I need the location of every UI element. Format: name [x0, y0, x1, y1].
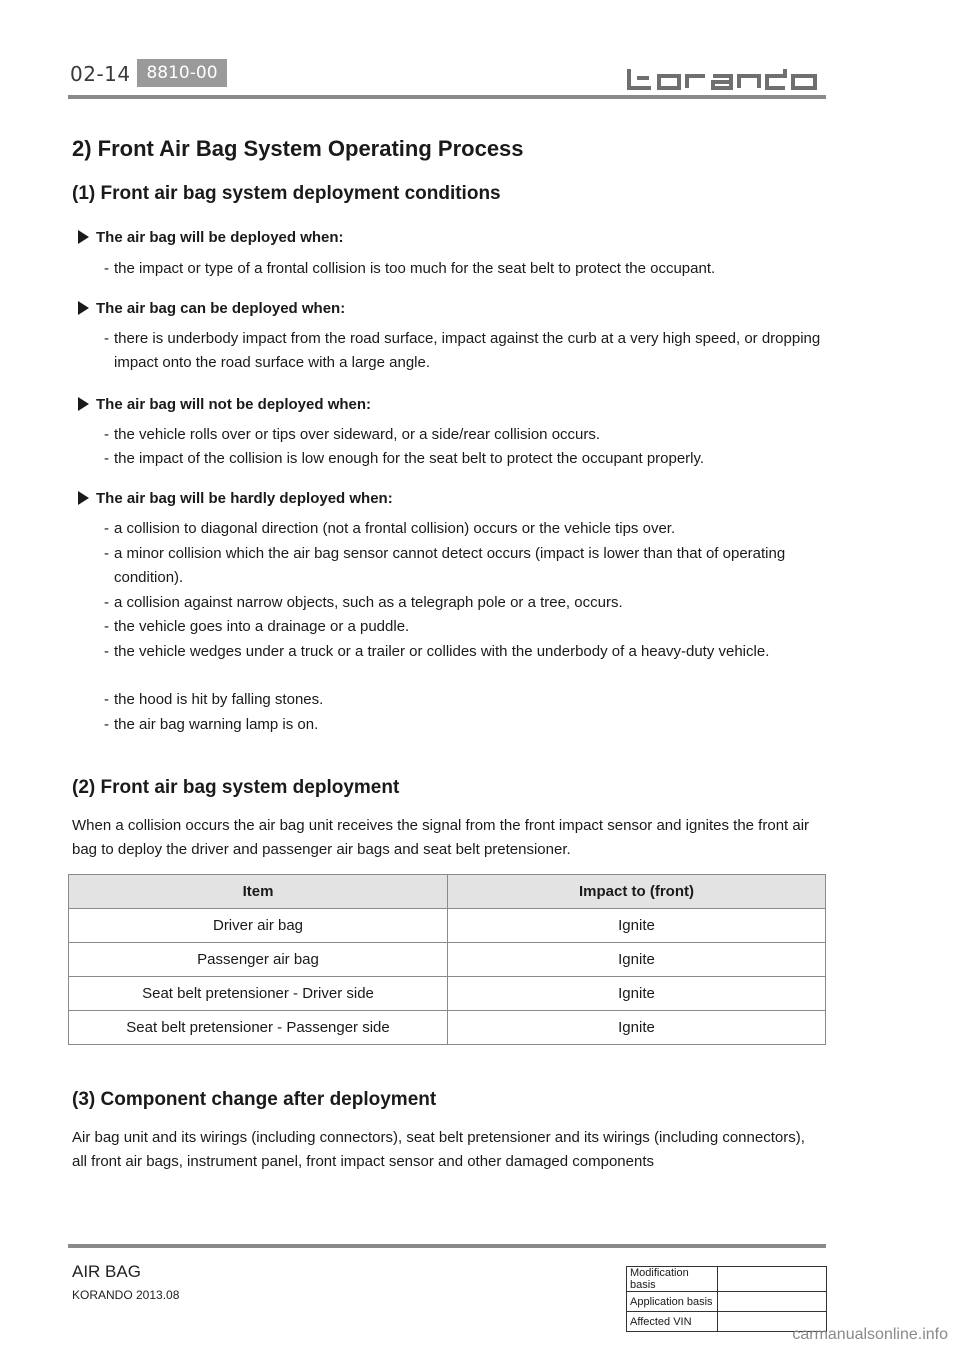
triangle-bullet-icon [78, 397, 89, 411]
table-row [69, 943, 826, 977]
footer-model-date: KORANDO 2013.08 [72, 1288, 180, 1302]
section3-heading: (3) Component change after deployment [72, 1089, 437, 1110]
korando-logo-icon [625, 66, 825, 92]
list-item: - the hood is hit by falling stones. [104, 691, 324, 708]
list-item: - the impact or type of a frontal collision is too much for the seat belt to protect the occupant. [104, 260, 716, 277]
condition-heading: The air bag can be deployed when: [78, 300, 345, 317]
info-value [718, 1267, 827, 1292]
list-item: - a minor collision which the air bag sensor cannot detect occurs (impact is lower than that of operating condition). [104, 545, 786, 586]
table-header: Impact to (front) [448, 875, 826, 909]
list-item: - the air bag warning lamp is on. [104, 716, 319, 733]
info-label: Affected VIN [627, 1312, 718, 1332]
footer-divider [68, 1244, 826, 1248]
list-item: - the impact of the collision is low enough for the seat belt to protect the occupant properly. [104, 450, 705, 467]
list-item: - a collision against narrow objects, such as a telegraph pole or a tree, occurs. [104, 594, 623, 611]
list-item: - the vehicle wedges under a truck or a trailer or collides with the underbody of a heavy-duty vehicle. [104, 643, 770, 660]
deployment-table [68, 874, 826, 1045]
header-divider [68, 95, 826, 99]
list-item: - a collision to diagonal direction (not a frontal collision) occurs or the vehicle tips over. [104, 520, 676, 537]
condition-heading: The air bag will be hardly deployed when: [78, 490, 393, 507]
info-label: Modification basis [627, 1267, 718, 1292]
revision-info-table [626, 1266, 827, 1332]
table-row [69, 1011, 826, 1045]
table-cell: Ignite [448, 1011, 826, 1045]
list-item: - there is underbody impact from the road surface, impact against the curb at a very high speed, or dropping impact onto the road surface with a large angle. [104, 330, 821, 371]
section1-heading: (1) Front air bag system deployment conditions [72, 183, 501, 204]
table-header-row [69, 875, 826, 909]
page-title: 2) Front Air Bag System Operating Process [72, 136, 524, 161]
table-row [627, 1267, 827, 1292]
triangle-bullet-icon [78, 230, 89, 244]
info-value [718, 1292, 827, 1312]
section-code-badge: 8810-00 [137, 59, 227, 87]
table-row [69, 909, 826, 943]
table-cell: Driver air bag [69, 909, 448, 943]
section3-paragraph: Air bag unit and its wirings (including connectors), seat belt pretensioner and its wirings (including connectors), all front air bags, instrument panel, front impact sensor and other damaged components [72, 1129, 805, 1170]
watermark: carmanualsonline.info [792, 1326, 948, 1343]
condition-heading: The air bag will not be deployed when: [78, 396, 371, 413]
table-row [69, 977, 826, 1011]
table-cell: Seat belt pretensioner - Driver side [69, 977, 448, 1011]
page-number: 02-14 [70, 62, 131, 86]
info-label: Application basis [627, 1292, 718, 1312]
triangle-bullet-icon [78, 301, 89, 315]
triangle-bullet-icon [78, 491, 89, 505]
table-row [627, 1292, 827, 1312]
section2-heading: (2) Front air bag system deployment [72, 777, 400, 798]
table-cell: Ignite [448, 943, 826, 977]
section2-paragraph: When a collision occurs the air bag unit receives the signal from the front impact sensor and ignites the front air bag to deploy the driver and passenger air bags and seat belt pretensioner. [72, 817, 810, 858]
footer-section-name: AIR BAG [72, 1262, 141, 1281]
table-cell: Passenger air bag [69, 943, 448, 977]
table-header: Item [69, 875, 448, 909]
condition-heading: The air bag will be deployed when: [78, 229, 344, 246]
table-cell: Seat belt pretensioner - Passenger side [69, 1011, 448, 1045]
table-cell: Ignite [448, 977, 826, 1011]
brand-logo [625, 66, 825, 97]
list-item: - the vehicle goes into a drainage or a puddle. [104, 618, 410, 635]
list-item: - the vehicle rolls over or tips over sideward, or a side/rear collision occurs. [104, 426, 601, 443]
table-cell: Ignite [448, 909, 826, 943]
